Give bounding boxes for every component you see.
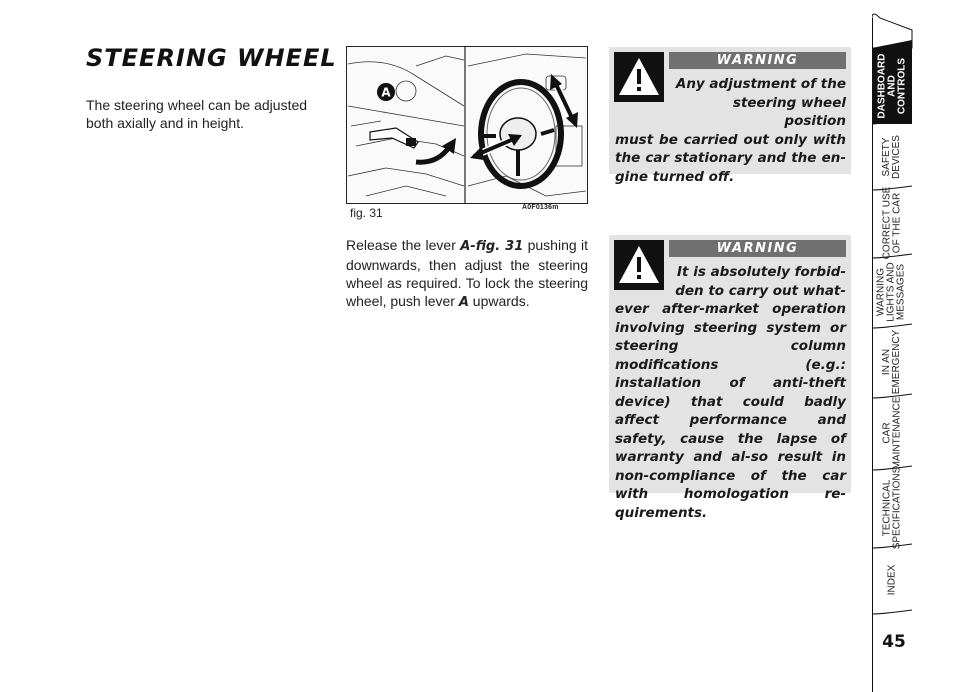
- tab-index[interactable]: INDEX: [886, 564, 897, 596]
- steering-wheel-figure: [346, 46, 588, 204]
- warning-text: It is absolutely forbid-den to carry out what- ever after-market operation involving steering system or steering column modifications (e.g.: installation of anti-theft device) that could badly affect performance and safety, cause the lapse of warranty and al-so result in non-compliance of the car with homologation re-quirements.: [615, 264, 846, 521]
- marker-a-label: A: [381, 85, 391, 100]
- warning-box-modifications: [609, 235, 851, 521]
- tab-correct-use[interactable]: CORRECT USE OF THE CAR: [881, 186, 903, 260]
- chapter-sidebar: [872, 0, 960, 692]
- warning-box-adjustment: [609, 47, 851, 185]
- tab-technical-specifications[interactable]: TECHNICAL SPECIFICATIONS: [881, 466, 903, 550]
- figure-label: fig. 31: [350, 206, 383, 220]
- tab-warning-lights[interactable]: WARNING LIGHTS AND MESSAGES: [876, 262, 907, 322]
- lever-reference: A: [458, 295, 469, 310]
- warning-text: Any adjustment of the steering wheel position must be carried out only with the car stationary and the en-gine turned off.: [615, 76, 846, 185]
- tab-car-maintenance[interactable]: CAR MAINTENANCE: [881, 396, 903, 470]
- intro-paragraph: The steering wheel can be adjusted both axially and in height.: [86, 97, 308, 131]
- figure-code: A0F0136m: [522, 204, 559, 211]
- tab-dashboard-and-controls[interactable]: DASHBOARD AND CONTROLS: [876, 53, 907, 119]
- warning-heading: WARNING: [669, 240, 846, 257]
- page-title: STEERING WHEEL: [86, 44, 337, 72]
- release-instructions: Release the lever A-fig. 31 pushing it downwards, then adjust the steering wheel as required. To lock the steering wheel, push lever A upwards.: [346, 237, 588, 310]
- tab-in-an-emergency[interactable]: IN AN EMERGENCY: [881, 329, 903, 395]
- warning-heading: WARNING: [669, 52, 846, 69]
- page-number: 45: [882, 632, 906, 652]
- tab-safety-devices[interactable]: SAFETY DEVICES: [881, 135, 902, 179]
- figure-reference: A-fig. 31: [460, 239, 524, 254]
